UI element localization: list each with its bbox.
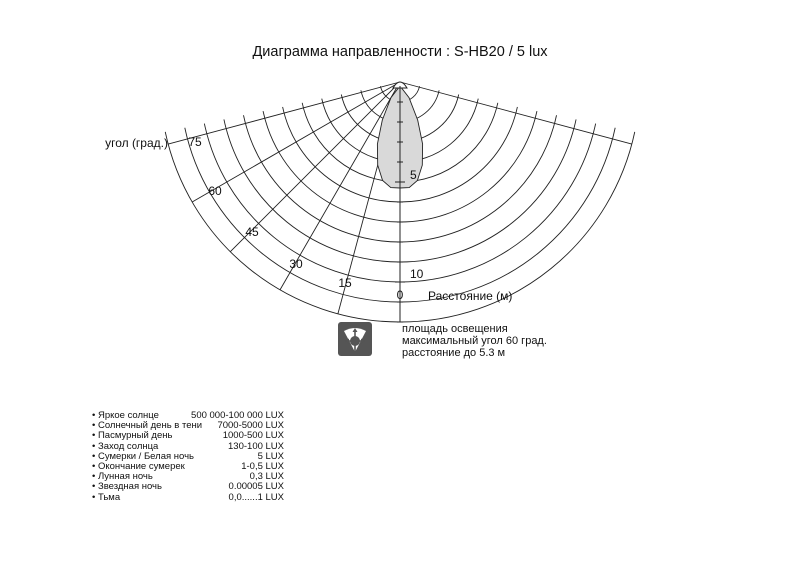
distance-axis-title: Расстояние (м) [428, 289, 513, 303]
lux-value: 0,0......1 LUX [228, 491, 284, 503]
angle-axis-title: угол (град.) [105, 136, 168, 150]
angle-tick-label: 60 [208, 184, 222, 198]
lux-name: • Пасмурный день [92, 430, 173, 442]
angle-ray [400, 82, 632, 144]
angle-tick-label: 0 [396, 288, 404, 302]
legend-line: расстояние до 5.3 м [402, 347, 506, 359]
coverage-area-icon [338, 322, 372, 356]
angle-tick-label: 45 [245, 225, 259, 239]
lux-value: 1000-500 LUX [222, 430, 284, 442]
angle-tick-label: 75 [188, 135, 202, 149]
lux-value: 500 000-100 000 LUX [191, 410, 284, 421]
lux-reference-table [92, 411, 284, 503]
lux-value: 0.00005 LUX [228, 481, 284, 493]
distance-tick-label: 5 [410, 168, 417, 182]
lux-row [92, 493, 284, 503]
lux-name: • Заход солнца [92, 440, 159, 452]
distance-tick-label: 10 [410, 267, 424, 281]
lux-name: • Тьма [92, 491, 121, 503]
lux-name: • Окончание сумерек [92, 461, 185, 473]
angle-ray [168, 82, 400, 144]
angle-tick-label: 15 [338, 276, 352, 290]
lux-name: • Солнечный день в тени [92, 420, 203, 432]
chart-title: Диаграмма направленности : S-HB20 / 5 lux [252, 44, 548, 60]
lux-name: • Яркое солнце [92, 410, 159, 421]
angle-ray [192, 82, 400, 202]
lux-name: • Звездная ночь [92, 481, 162, 493]
legend-line: максимальный угол 60 град. [402, 335, 547, 347]
lux-value: 5 LUX [257, 450, 284, 462]
angle-tick-label: 30 [289, 257, 303, 271]
lux-value: 1-0,5 LUX [241, 461, 284, 473]
lux-name: • Сумерки / Белая ночь [92, 450, 194, 462]
lux-value: 7000-5000 LUX [217, 420, 284, 432]
legend-text [402, 323, 547, 359]
lux-value: 0,3 LUX [249, 471, 284, 483]
lux-value: 130-100 LUX [228, 440, 284, 452]
legend-line: площадь освещения [402, 323, 508, 335]
lux-name: • Лунная ночь [92, 471, 153, 483]
